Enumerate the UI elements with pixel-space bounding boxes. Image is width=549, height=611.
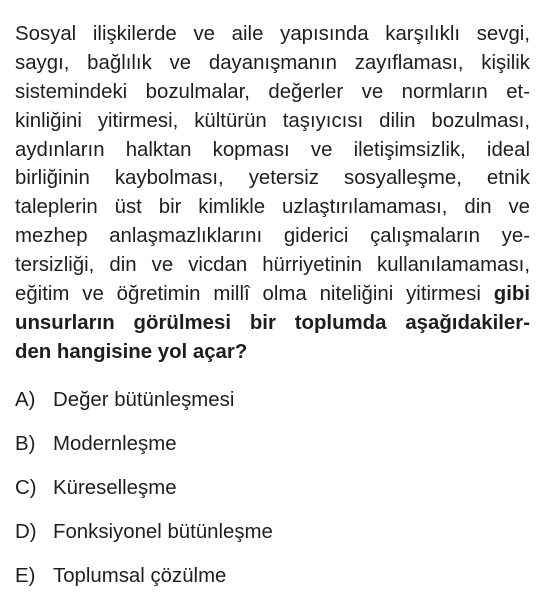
question-line (15, 78, 530, 107)
question-text-segment: saygı, bağlılık ve dayanışmanın zayıflaması, kişilik (15, 51, 530, 74)
question-text-segment: birliğinin kaybolması, yetersiz sosyalleşme, etnik (15, 167, 530, 190)
question-text-segment: mezhep anlaşmazlıklarını giderici çalışmaların ye- (15, 225, 530, 248)
question-line (15, 280, 530, 309)
question-text-segment: Sosyal ilişkilerde ve aile yapısında karşılıklı sevgi, (15, 23, 530, 45)
option-e[interactable] (15, 554, 530, 598)
question-line (15, 222, 530, 251)
question-line (15, 193, 530, 222)
answer-options (15, 379, 530, 598)
question-emphasis-segment: gibi (493, 283, 530, 306)
option-text: Değer bütünleşmesi (53, 389, 235, 412)
question-text-segment: kinliğini yitirmesi, kültürün taşıyıcısı dilin bozulması, (15, 109, 530, 132)
question-text-segment: eğitim ve öğretimin millî olma niteliğini yitirmesi (15, 283, 494, 306)
option-d[interactable] (15, 510, 530, 554)
option-c[interactable] (15, 467, 530, 511)
question-emphasis-segment: unsurların görülmesi bir toplumda aşağıdakiler- (15, 311, 530, 334)
option-text: Küreselleşme (53, 476, 177, 499)
question-line (15, 136, 530, 165)
question-text-segment: aydınların halktan kopması ve iletişimsizlik, ideal (15, 138, 530, 161)
question-line (15, 20, 530, 49)
question-text (15, 20, 530, 367)
question-line (15, 251, 530, 280)
option-text: Toplumsal çözülme (53, 564, 227, 587)
question-line (15, 164, 530, 193)
option-b[interactable] (15, 423, 530, 467)
option-letter: D) (15, 520, 37, 543)
option-letter: C) (15, 476, 37, 499)
option-text: Fonksiyonel bütünleşme (53, 520, 273, 543)
option-a[interactable] (15, 379, 530, 423)
option-letter: A) (15, 389, 36, 412)
option-letter: E) (15, 564, 36, 587)
option-letter: B) (15, 433, 36, 456)
question-emphasis-segment: den hangisine yol açar? (15, 340, 248, 363)
question-text-segment: taleplerin üst bir kimlikle uzlaştırılamaması, din ve (15, 196, 530, 219)
option-text: Modernleşme (53, 433, 177, 456)
question-line (15, 49, 530, 78)
question-text-segment: tersizliği, din ve vicdan hürriyetinin kullanılamaması, (15, 254, 530, 277)
question-line (15, 309, 530, 338)
question-line (15, 338, 530, 367)
question-line (15, 107, 530, 136)
question-text-segment: sistemindeki bozulmalar, değerler ve normların et- (15, 80, 530, 103)
